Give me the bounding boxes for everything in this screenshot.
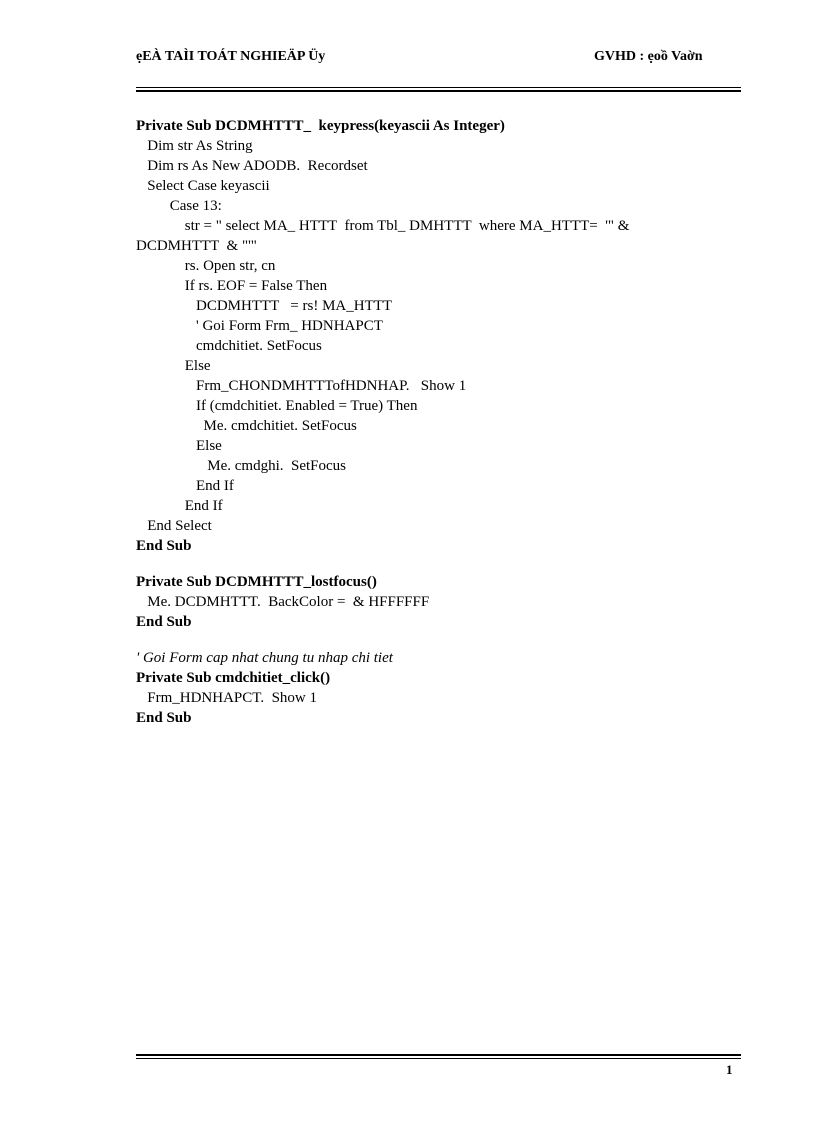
end-sub: End Sub [136,710,192,726]
code-line: str = " select MA_ HTTT from Tbl_ DMHTTT where MA_HTTT= '" & [136,218,630,234]
code-comment: ' Goi Form cap nhat chung tu nhap chi tiet [136,650,393,666]
page-number: 1 [726,1062,733,1077]
code-line: Me. cmdchitiet. SetFocus [136,418,357,434]
code-line: Frm_CHONDMHTTTofHDNHAP. Show 1 [136,378,467,394]
header-left-title: ẹEÀ TAÌI TOÁT NGHIEÄP Üy [136,49,326,64]
code-line: ' Goi Form Frm_ HDNHAPCT [136,318,383,334]
code-line: End Select [136,518,212,534]
code-line: Frm_HDNHAPCT. Show 1 [136,690,317,706]
code-line: Me. DCDMHTTT. BackColor = & HFFFFFF [136,594,430,610]
code-line: End If [136,478,234,494]
code-line: cmdchitiet. SetFocus [136,338,322,354]
code-line: Case 13: [136,198,222,214]
code-line: Dim rs As New ADODB. Recordset [136,158,368,174]
end-sub: End Sub [136,538,192,554]
end-sub: End Sub [136,614,192,630]
code-line: Me. cmdghi. SetFocus [136,458,346,474]
code-line: If (cmdchitiet. Enabled = True) Then [136,398,418,414]
code-line: Select Case keyascii [136,178,270,194]
code-line: rs. Open str, cn [136,258,276,274]
code-line: End If [136,498,223,514]
code-line: If rs. EOF = False Then [136,278,328,294]
sub-header-lostfocus: Private Sub DCDMHTTT_lostfocus() [136,574,377,590]
sub-header-keypress: Private Sub DCDMHTTT_ keypress(keyascii As Integer) [136,118,505,134]
code-line: DCDMHTTT & "'" [136,238,257,254]
header-right-title: GVHD : ẹoồ Vaờn [594,49,703,64]
code-line: Dim str As String [136,138,253,154]
sub-header-click: Private Sub cmdchitiet_click() [136,670,331,686]
code-line: Else [136,358,211,374]
header-rule [136,87,741,92]
code-line: DCDMHTTT = rs! MA_HTTT [136,298,393,314]
code-line: Else [136,438,222,454]
code-listing [136,116,741,728]
footer-rule [136,1054,741,1059]
